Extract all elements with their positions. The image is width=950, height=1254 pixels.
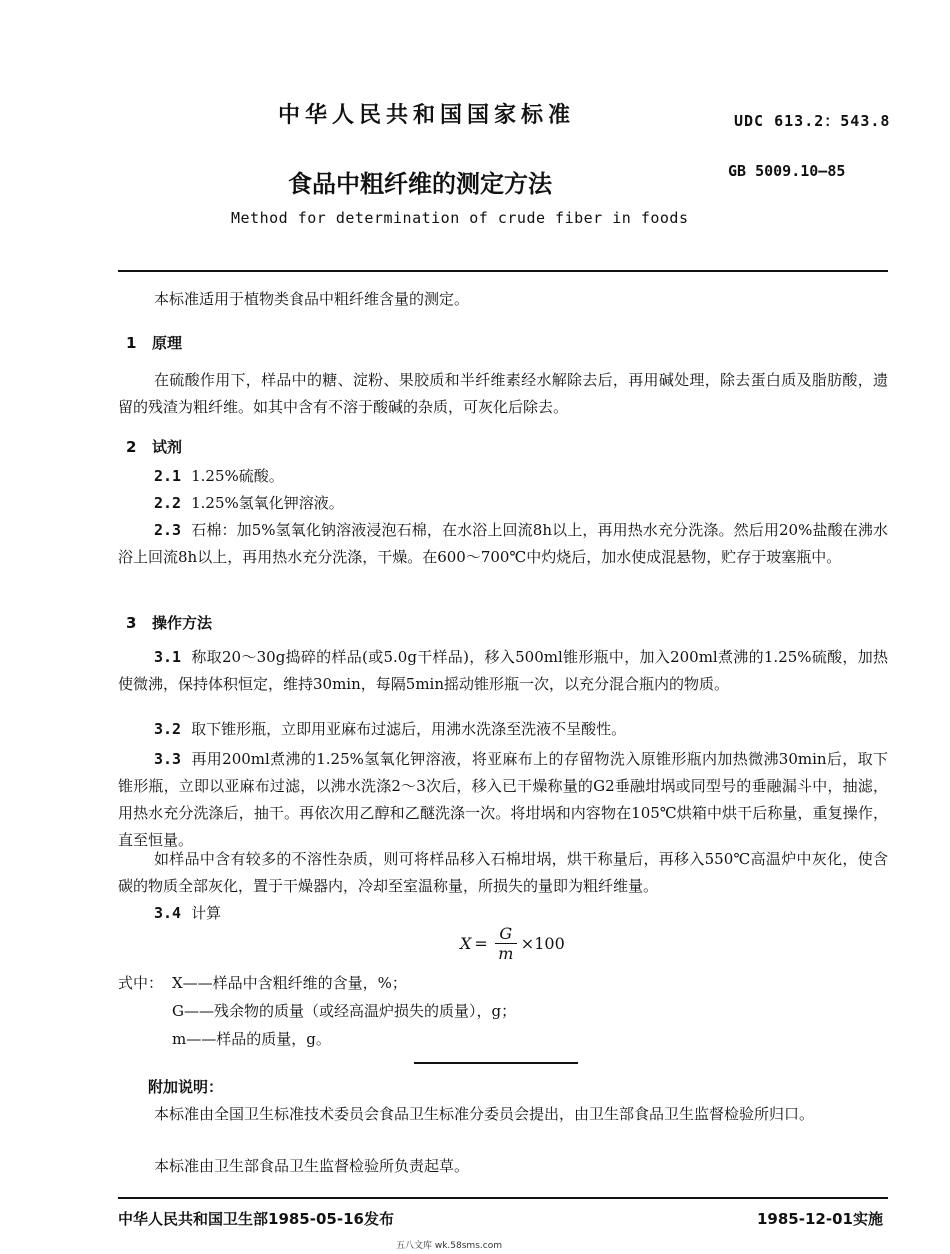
section-1-text: 在硫酸作用下，样品中的糖、淀粉、果胶质和半纤维素经水解除去后，再用碱处理，除去蛋白质及脂肪酸，遗留的残渣为粗纤维。如其中含有不溶于酸碱的杂质，可灰化后除去。: [118, 371, 888, 416]
formula-denominator: m: [498, 944, 514, 963]
item-3-1: [118, 644, 888, 698]
item-text: 取下锥形瓶，立即用亚麻布过滤后，用沸水洗涤至洗液不呈酸性。: [191, 720, 627, 738]
item-3-4: [118, 900, 888, 927]
effective-date: 1985-12-01实施: [757, 1210, 883, 1228]
item-3-3: [118, 746, 888, 854]
where-m: m——样品的质量，g。: [172, 1030, 331, 1048]
item-number: 3.2: [154, 720, 182, 738]
formula-fraction: [495, 924, 517, 963]
section-1-heading: [126, 332, 182, 353]
formula-rhs: ×100: [520, 934, 565, 953]
item-number: 3.4: [154, 904, 182, 922]
notes-title: 附加说明：: [148, 1078, 224, 1096]
item-text: 再用200ml煮沸的1.25%氢氧化钾溶液，将亚麻布上的存留物洗入原锥形瓶内加热微沸30min后，取下锥形瓶，立即以亚麻布过滤，以沸水洗涤2～3次后，移入已干燥称量的G2垂融坩埚或同型号的垂融漏斗中，抽滤，用热水充分洗涤后，抽干。再依次用乙醇和乙醚洗涤一次。将坩埚和内容物在105℃烘箱中烘干后称量，重复操作，直至恒量。: [118, 750, 888, 849]
formula-numerator: G: [499, 924, 513, 943]
udc-code: UDC 613.2：543.8: [734, 112, 891, 130]
formula-equals: =: [474, 934, 488, 953]
standard-header: 中华人民共和国国家标准: [278, 103, 576, 128]
item-number: 2.1: [154, 467, 182, 485]
section-2-heading: [126, 436, 182, 457]
item-number: 2.3: [154, 521, 182, 539]
section-3-extra-paragraph: 如样品中含有较多的不溶性杂质，则可将样品移入石棉坩埚，烘干称量后，再移入550℃高温炉中灰化，使含碳的物质全部灰化，置于干燥器内，冷却至室温称量，所损失的量即为粗纤维量。: [118, 850, 888, 895]
document-title: 食品中粗纤维的测定方法: [288, 170, 552, 198]
watermark: 五八文库 wk.58sms.com: [396, 1241, 502, 1251]
gb-code: GB 5009.10—85: [728, 162, 846, 180]
item-2-2: [118, 490, 888, 517]
bottom-rule: [118, 1197, 888, 1199]
item-number: 2.2: [154, 494, 182, 512]
section-number: 1: [126, 334, 137, 352]
item-text: 计算: [191, 904, 222, 922]
item-2-3: [118, 517, 888, 571]
where-x: X——样品中含粗纤维的含量，%；: [172, 974, 407, 992]
notes-paragraph-1: 本标准由全国卫生标准技术委员会食品卫生标准分委员会提出，由卫生部食品卫生监督检验所归口。: [154, 1105, 815, 1123]
item-text: 1.25%硫酸。: [191, 467, 284, 485]
formula-lhs: X: [460, 934, 472, 953]
item-3-2: [118, 716, 888, 743]
item-number: 3.1: [154, 648, 182, 666]
item-number: 3.3: [154, 750, 182, 768]
where-g: G——残余物的质量（或经高温炉损失的质量），g；: [172, 1002, 517, 1020]
item-text: 称取20～30g捣碎的样品(或5.0g干样品)，移入500ml锥形瓶中，加入200ml煮沸的1.25%硫酸，加热使微沸，保持体积恒定，维持30min，每隔5min摇动锥形瓶一次，以充分混合瓶内的物质。: [118, 648, 888, 693]
issue-date: 中华人民共和国卫生部1985-05-16发布: [118, 1210, 394, 1228]
section-title: 操作方法: [152, 614, 213, 632]
notes-paragraph-2: 本标准由卫生部食品卫生监督检验所负责起草。: [154, 1157, 470, 1175]
top-rule: [118, 270, 888, 272]
item-text: 石棉：加5%氢氧化钠溶液浸泡石棉，在水浴上回流8h以上，再用热水充分洗涤。然后用20%盐酸在沸水浴上回流8h以上，再用热水充分洗涤，干燥。在600～700℃中灼烧后，加水使成混悬物，贮存于玻塞瓶中。: [118, 521, 888, 566]
item-text: 1.25%氢氧化钾溶液。: [191, 494, 344, 512]
where-label: 式中：: [118, 974, 164, 992]
intro-paragraph: 本标准适用于植物类食品中粗纤维含量的测定。: [154, 290, 470, 308]
section-number: 3: [126, 614, 137, 632]
section-title: 试剂: [152, 438, 183, 456]
section-number: 2: [126, 438, 137, 456]
section-title: 原理: [152, 334, 183, 352]
section-3-heading: [126, 612, 212, 633]
short-divider: [414, 1062, 578, 1064]
formula: [460, 924, 565, 963]
item-2-1: [118, 463, 888, 490]
english-title: Method for determination of crude fiber in foods: [231, 209, 689, 227]
